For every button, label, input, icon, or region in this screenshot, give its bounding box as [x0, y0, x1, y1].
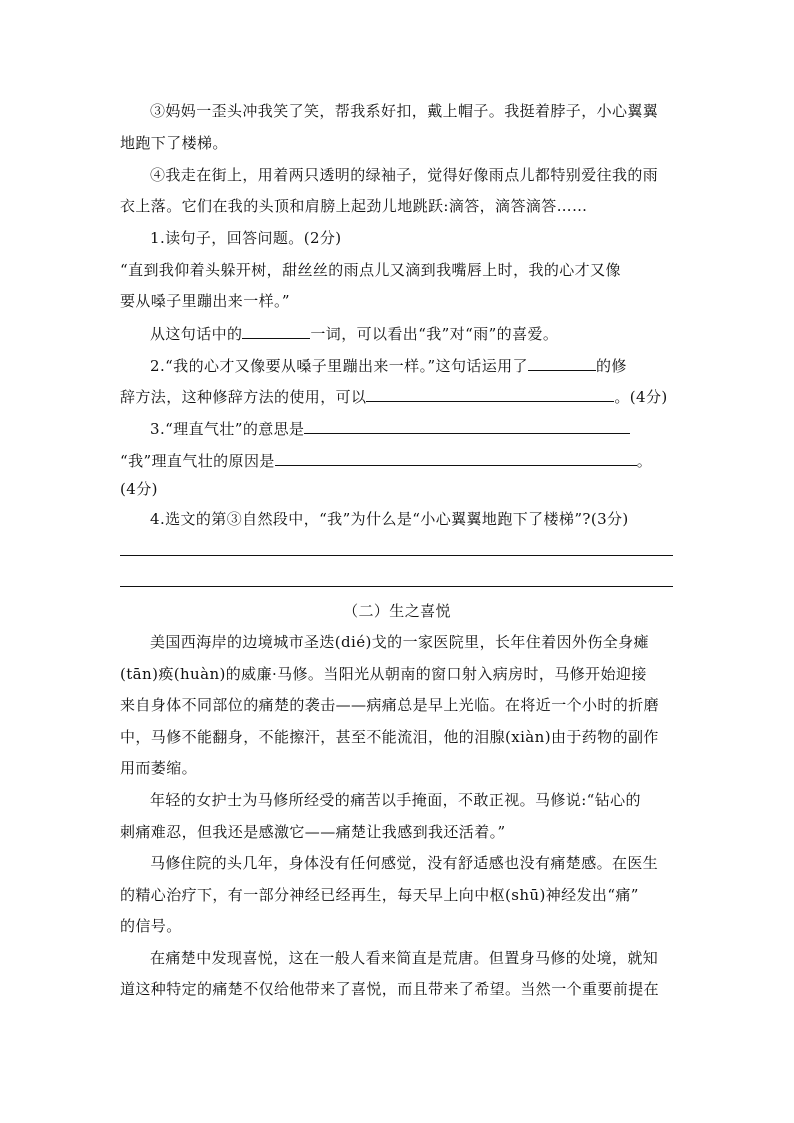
- q3-answer-blank-2[interactable]: [275, 450, 637, 466]
- para4-line2: 衣上落。它们在我的头顶和肩膀上起劲儿地跳跃:滴答，滴答滴答……: [120, 197, 588, 215]
- q3-line2: [120, 450, 680, 471]
- para3-line1: ③妈妈一歪头冲我笑了笑，帮我系好扣，戴上帽子。我挺着脖子，小心翼翼: [150, 102, 659, 120]
- q1-prompt-after: 一词，可以看出“我”对“雨”的喜爱。: [310, 325, 559, 343]
- q2-answer-blank-2[interactable]: [366, 386, 614, 402]
- q3-line1: [150, 418, 710, 439]
- q1-answer-blank[interactable]: [242, 323, 310, 339]
- q1-prompt: [150, 323, 710, 344]
- p1-line1: 美国西海岸的边境城市圣迭(dié)戈的一家医院里，长年住着因外伤全身瘫: [150, 633, 649, 651]
- q1-quote-line1: “直到我仰着头躲开树，甜丝丝的雨点儿又滴到我嘴唇上时，我的心才又像: [120, 261, 621, 279]
- q3-line2-after: 。: [636, 452, 653, 470]
- q3-score: (4分): [120, 480, 158, 498]
- p1-line3: 来自身体不同部位的痛楚的袭击——病痛总是早上光临。在将近一个小时的折磨: [120, 696, 660, 714]
- q2-line2: [120, 386, 680, 407]
- q4-title: 4.选文的第③自然段中，“我”为什么是“小心翼翼地跑下了楼梯”?(3分): [150, 510, 629, 528]
- passage2-title: （二）生之喜悦: [343, 602, 451, 620]
- p2-line2: 刺痛难忍，但我还是感激它——痛楚让我感到我还活着。”: [120, 823, 506, 841]
- p4-line1: 在痛楚中发现喜悦，这在一般人看来简直是荒唐。但置身马修的处境，就知: [150, 949, 659, 967]
- para4-line1: ④我走在街上，用着两只透明的绿袖子，觉得好像雨点儿都特别爱往我的雨: [150, 166, 659, 184]
- p1-line4: 中，马修不能翻身，不能擦汗，甚至不能流泪，他的泪腺(xiàn)由于药物的副作: [120, 728, 659, 746]
- q1-quote-line2: 要从嗓子里蹦出来一样。”: [120, 292, 290, 310]
- q4-answer-line-2[interactable]: [120, 586, 673, 587]
- q4-answer-line-1[interactable]: [120, 555, 673, 556]
- q2-line2-before: 辞方法，这种修辞方法的使用，可以: [120, 388, 367, 406]
- p3-line2: 的精心治疗下，有一部分神经已经再生，每天早上向中枢(shū)神经发出“痛”: [120, 886, 639, 904]
- q1-prompt-before: 从这句话中的: [150, 325, 243, 343]
- para3-line2: 地跑下了楼梯。: [120, 134, 228, 152]
- q2-line1-before: 2.“我的心才又像要从嗓子里蹦出来一样。”这句话运用了: [150, 357, 528, 375]
- p4-line2: 道这种特定的痛楚不仅给他带来了喜悦，而且带来了希望。当然一个重要前提在: [120, 980, 660, 998]
- p3-line1: 马修住院的头几年，身体没有任何感觉，没有舒适感也没有痛楚感。在医生: [150, 854, 659, 872]
- p2-line1: 年轻的女护士为马修所经受的痛苦以手掩面，不敢正视。马修说:“钻心的: [150, 791, 641, 809]
- q3-line1-text: 3.“理直气壮”的意思是: [150, 420, 305, 438]
- q2-line1: [150, 355, 710, 376]
- q2-answer-blank-1[interactable]: [528, 355, 596, 371]
- p3-line3: 的信号。: [120, 917, 182, 935]
- q2-line1-after: 的修: [595, 357, 627, 375]
- q3-answer-blank-1[interactable]: [304, 418, 630, 434]
- q3-line2-before: “我”理直气壮的原因是: [120, 452, 275, 470]
- p1-line5: 用而萎缩。: [120, 759, 198, 777]
- p1-line2: (tān)痪(huàn)的威廉·马修。当阳光从朝南的窗口射入病房时，马修开始迎接: [120, 665, 647, 683]
- q2-line2-after: 。(4分): [614, 388, 668, 406]
- q1-title: 1.读句子，回答问题。(2分): [150, 229, 342, 247]
